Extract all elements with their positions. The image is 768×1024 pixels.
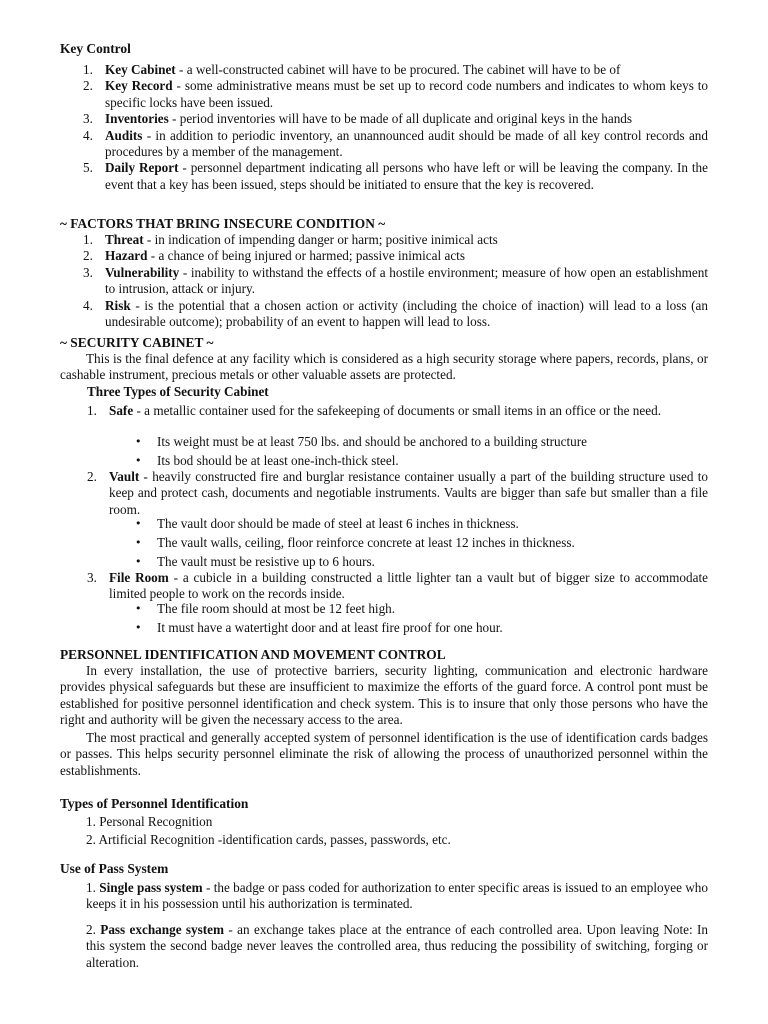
list-item: • It must have a watertight door and at least fire proof for one hour. [157, 620, 708, 636]
list-item: 4. Risk - is the potential that a chosen action or activity (including the choice of inaction) will lead to a loss (an undesirable outcome); probability of an event to happen will lead to loss. [83, 297, 708, 330]
identification-type-1: 1. Personal Recognition [86, 814, 213, 829]
list-item: • The vault walls, ceiling, floor reinforce concrete at least 12 inches in thickness. [157, 535, 708, 551]
list-item: 3. File Room - a cubicle in a building constructed a little lighter tan a vault but of bigger size to accommodate limited people to work on the records inside. [87, 570, 708, 602]
identification-type-2: 2. Artificial Recognition -identification cards, passes, passwords, etc. [86, 832, 451, 847]
personnel-paragraph-2: The most practical and generally accepted system of personnel identification is the use of identification cards badges or passes. This helps security personnel eliminate the risk of allowing the process of unauthorized personnel within the establishments. [60, 730, 708, 778]
list-item: 3. Inventories - period inventories will have to be made of all duplicate and original keys in the hands [83, 111, 633, 127]
factors-heading: ~ FACTORS THAT BRING INSECURE CONDITION ~ [60, 216, 386, 231]
vault-bullets [60, 516, 708, 570]
pass-system-heading: Use of Pass System [60, 861, 169, 876]
list-item: 3. Vulnerability - inability to withstand the effects of a hostile environment; measure of how open an establishment to intrusion, attack or injury. [83, 264, 708, 297]
safe-bullets [60, 434, 708, 469]
file-room-bullets [60, 601, 708, 636]
list-item: 1. Safe - a metallic container used for the safekeeping of documents or small items in an office or the need. [87, 403, 661, 418]
list-item: 2. Key Record - some administrative means must be set up to record code numbers and indicates to whom keys to specific locks have been issued. [83, 78, 708, 110]
list-item: 2. Vault - heavily constructed fire and burglar resistance container usually a part of the building structure used to keep and protect cash, documents and negotiable instruments. Vaults are bigger than safe but smaller than a file room. [87, 469, 708, 517]
security-cabinet-intro: This is the final defence at any facility which is considered as a high security storage where papers, records, plans, or cashable instrument, precious metals or other valuable assets are protected. [60, 351, 708, 383]
cabinet-types-subheading: Three Types of Security Cabinet [87, 384, 269, 399]
list-item: 1. Threat - in indication of impending danger or harm; positive inimical acts [83, 232, 498, 247]
cabinet-types-list [60, 469, 708, 518]
key-control-list [60, 62, 708, 193]
pass-system-item-1: 1. Single pass system - the badge or pass coded for authorization to enter specific areas is issued to an employee who keeps it in his possession until his authorization is terminated. [86, 880, 708, 912]
key-control-heading: Key Control [60, 41, 131, 56]
identification-types-heading: Types of Personnel Identification [60, 796, 249, 811]
list-item: 2. Hazard - a chance of being injured or harmed; passive inimical acts [83, 248, 465, 264]
list-item: • The file room should at most be 12 feet high. [157, 601, 708, 617]
security-cabinet-heading: ~ SECURITY CABINET ~ [60, 335, 214, 350]
list-item: 1. Key Cabinet - a well-constructed cabinet will have to be procured. The cabinet will have to be of [83, 62, 621, 77]
cabinet-types-list [60, 570, 708, 603]
list-item: 4. Audits - in addition to periodic inventory, an unannounced audit should be made of all key control records and procedures by a member of the management. [83, 127, 708, 160]
list-item: 5. Daily Report - personnel department indicating all persons who have left or will be leaving the company. In the event that a key has been issued, steps should be initiated to ensure that the key is recovered. [83, 160, 708, 192]
personnel-paragraph-1: In every installation, the use of protective barriers, security lighting, communication and electronic hardware provides physical safeguards but these are insufficient to maximize the efforts of the guard force. A control pont must be established for positive personnel identification and check system. This is to insure that only those persons who have the right and authority will be given the necessary access to the area. [60, 663, 708, 728]
pass-system-item-2: 2. Pass exchange system - an exchange takes place at the entrance of each controlled area. Upon leaving Note: In this system the second badge never leaves the controlled area, thus reducing the possibility of switching, forging or alteration. [86, 922, 708, 970]
list-item: • Its weight must be at least 750 lbs. and should be anchored to a building structure [157, 434, 708, 450]
list-item: • Its bod should be at least one-inch-thick steel. [157, 453, 708, 469]
cabinet-types-list [60, 403, 708, 419]
personnel-heading: PERSONNEL IDENTIFICATION AND MOVEMENT CONTROL [60, 647, 446, 662]
list-item: • The vault door should be made of steel at least 6 inches in thickness. [157, 516, 708, 532]
list-item: • The vault must be resistive up to 6 hours. [157, 554, 708, 570]
factors-list [60, 232, 708, 330]
